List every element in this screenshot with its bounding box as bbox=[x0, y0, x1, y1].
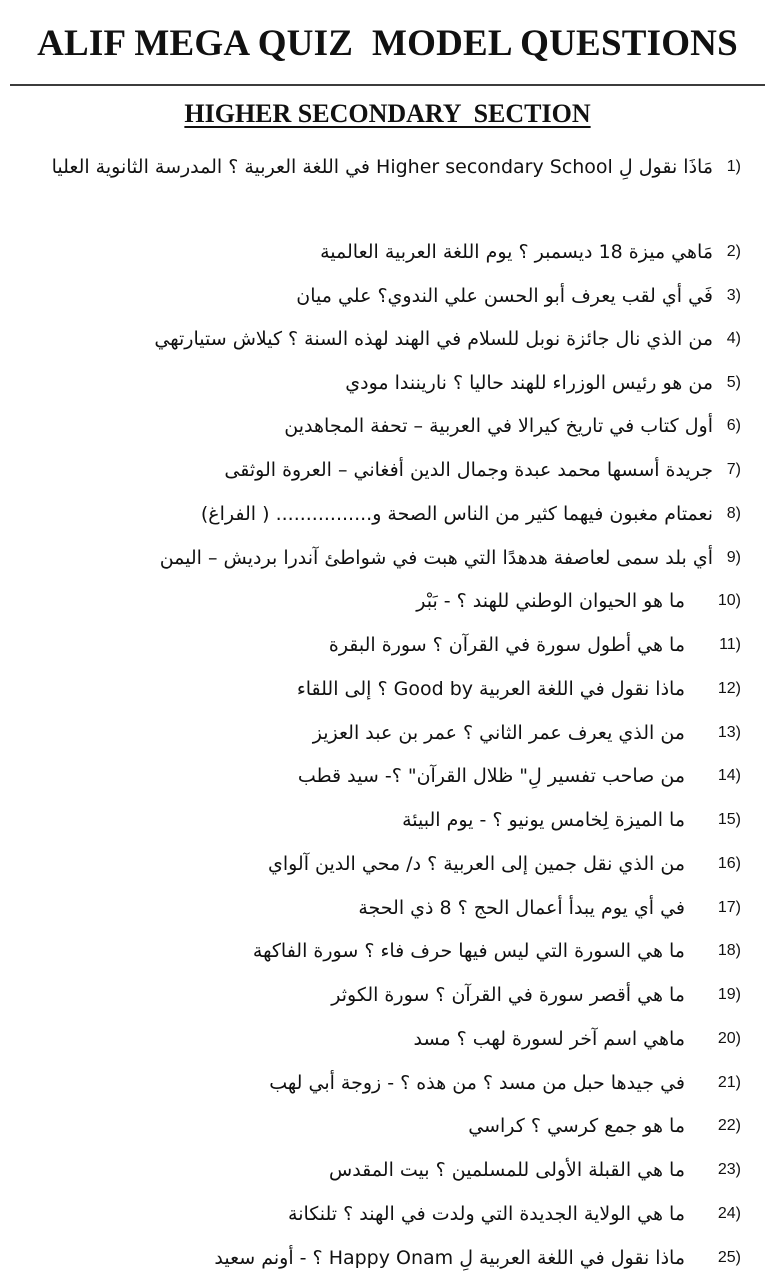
question-number: 8) bbox=[726, 505, 741, 522]
question-number: 23) bbox=[717, 1161, 741, 1178]
question-text: ما هي الولاية الجديدة التي ولدت في الهند ؟ تلنكانة bbox=[288, 1203, 685, 1225]
question-text: ماهي اسم آخر لسورة لهب ؟ مسد bbox=[413, 1028, 685, 1050]
question-number: 11) bbox=[719, 636, 741, 653]
question-text: من الذي نقل جمين إلى العربية ؟ د/ محي الدين آلواي bbox=[267, 853, 685, 875]
question-text: ماذا نقول في اللغة العربية لِ Happy Onam ؟ - أونم سعيد bbox=[214, 1247, 685, 1269]
question-text: من هو رئيس الوزراء للهند حاليا ؟ نارينندا مودي bbox=[345, 372, 713, 394]
question-number: 6) bbox=[726, 417, 741, 434]
question-number: 2) bbox=[726, 243, 741, 260]
question-number: 14) bbox=[717, 767, 741, 784]
question-text: نعمتام مغبون فيهما كثير من الناس الصحة و................ ( الفراغ) bbox=[200, 503, 713, 525]
question-text: ما هو جمع كرسي ؟ كراسي bbox=[468, 1115, 685, 1137]
question-number: 13) bbox=[717, 724, 741, 741]
question-text: مَاهي ميزة 18 ديسمبر ؟ يوم اللغة العربية العالمية bbox=[320, 241, 713, 263]
question-number: 4) bbox=[726, 330, 741, 347]
question-number: 22) bbox=[717, 1117, 741, 1134]
question-text: ما الميزة لِخامس يونيو ؟ - يوم البيئة bbox=[402, 809, 685, 831]
question-number: 24) bbox=[717, 1205, 741, 1222]
question-text: مَاذَا نقول لِ Higher secondary School في اللغة العربية ؟ المدرسة الثانوية العليا bbox=[51, 156, 713, 178]
question-number: 3) bbox=[726, 287, 741, 304]
question-text: أي بلد سمى لعاصفة هدهدًا التي هبت في شواطئ آندرا برديش – اليمن bbox=[159, 547, 713, 569]
question-number: 17) bbox=[717, 899, 741, 916]
question-number: 20) bbox=[717, 1030, 741, 1047]
question-text: ما هي أقصر سورة في القرآن ؟ سورة الكوثر bbox=[331, 984, 685, 1006]
question-number: 5) bbox=[726, 374, 741, 391]
question-text: ماذا نقول في اللغة العربية Good by ؟ إلى اللقاء bbox=[296, 678, 685, 700]
question-number: 12) bbox=[717, 680, 741, 697]
page-title: ALIF MEGA QUIZ MODEL QUESTIONS bbox=[37, 23, 738, 64]
question-text: من الذي نال جائزة نوبل للسلام في الهند لهذه السنة ؟ كيلاش ستيارتهي bbox=[154, 328, 713, 350]
question-text: من الذي يعرف عمر الثاني ؟ عمر بن عبد العزيز bbox=[312, 722, 685, 744]
question-text: ما هي السورة التي ليس فيها حرف فاء ؟ سورة الفاكهة bbox=[252, 940, 685, 962]
question-number: 7) bbox=[726, 461, 741, 478]
question-number: 16) bbox=[717, 855, 741, 872]
question-text: أول كتاب في تاريخ كيرالا في العربية – تحفة المجاهدين bbox=[284, 415, 713, 437]
question-number: 18) bbox=[717, 942, 741, 959]
question-number: 10) bbox=[717, 592, 741, 609]
question-text: جريدة أسسها محمد عبدة وجمال الدين أفغاني – العروة الوثقى bbox=[224, 459, 713, 481]
question-text: ما هي القبلة الأولى للمسلمين ؟ بيت المقدس bbox=[329, 1159, 685, 1181]
question-text: فَي أي لقب يعرف أبو الحسن علي الندوي؟ علي ميان bbox=[296, 285, 713, 307]
question-number: 15) bbox=[717, 811, 741, 828]
question-text: ما هو الحيوان الوطني للهند ؟ - بَبْر bbox=[416, 590, 685, 612]
section-title-text: HIGHER SECONDARY SECTION bbox=[184, 99, 591, 128]
section-title bbox=[0, 96, 775, 132]
question-text: ما هي أطول سورة في القرآن ؟ سورة البقرة bbox=[328, 634, 685, 656]
question-text: في جيدها حبل من مسد ؟ من هذه ؟ - زوجة أبي لهب bbox=[269, 1072, 685, 1094]
question-number: 25) bbox=[717, 1249, 741, 1266]
question-number: 19) bbox=[717, 986, 741, 1003]
title-divider bbox=[10, 84, 765, 86]
question-number: 21) bbox=[717, 1074, 741, 1091]
question-text: في أي يوم يبدأ أعمال الحج ؟ 8 ذي الحجة bbox=[358, 897, 685, 919]
question-number: 1) bbox=[726, 158, 741, 175]
question-text: من صاحب تفسير لِ" ظلال القرآن" ؟- سيد قطب bbox=[297, 765, 685, 787]
question-number: 9) bbox=[726, 549, 741, 566]
